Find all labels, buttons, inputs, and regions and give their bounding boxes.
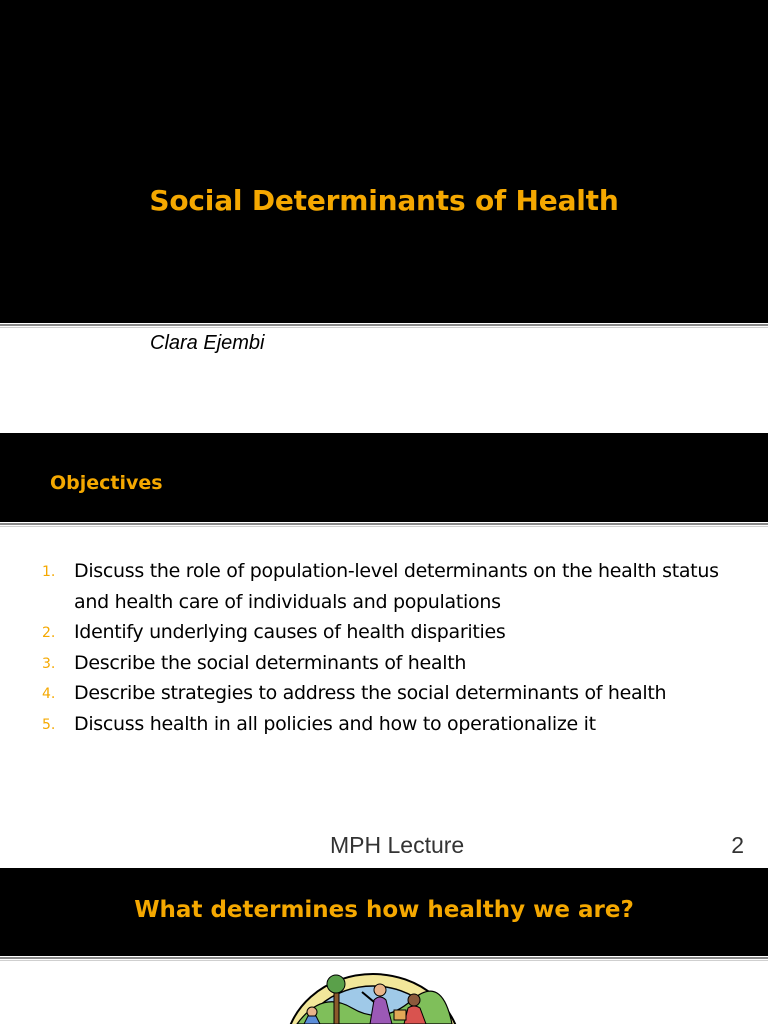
objectives-slide-title: Objectives bbox=[50, 472, 163, 494]
question-slide-title: What determines how healthy we are? bbox=[134, 897, 634, 923]
objective-text: Discuss the role of population-level determinants on the health status and health care of individuals and populations bbox=[74, 560, 719, 613]
objective-item bbox=[40, 648, 740, 679]
objective-item bbox=[40, 709, 740, 740]
objectives-slide-divider bbox=[0, 523, 768, 525]
objective-item bbox=[40, 678, 740, 709]
community-illustration bbox=[282, 970, 464, 1024]
community-illustration-graphic bbox=[282, 970, 464, 1024]
question-slide-divider-thin bbox=[0, 960, 768, 961]
objectives-list bbox=[40, 556, 740, 739]
slide-page-number: 2 bbox=[731, 832, 744, 858]
objective-number: 5. bbox=[42, 716, 56, 733]
title-slide-title: Social Determinants of Health bbox=[149, 184, 619, 217]
objective-number: 4. bbox=[42, 686, 56, 702]
title-slide-divider-thin bbox=[0, 327, 768, 328]
objective-text: Describe strategies to address the social determinants of health bbox=[74, 682, 667, 704]
slide-footer: MPH Lecture bbox=[330, 832, 465, 858]
objective-item bbox=[40, 617, 740, 648]
objective-item bbox=[40, 556, 740, 617]
title-slide-divider bbox=[0, 324, 768, 326]
objective-number: 2. bbox=[42, 625, 56, 641]
objective-number: 1. bbox=[42, 564, 56, 580]
objectives-slide-divider-thin bbox=[0, 526, 768, 527]
objective-number: 3. bbox=[42, 655, 56, 672]
objective-text: Describe the social determinants of health bbox=[74, 651, 467, 674]
title-slide-header bbox=[0, 0, 768, 323]
objective-text: Discuss health in all policies and how to operationalize it bbox=[74, 712, 596, 735]
objective-text: Identify underlying causes of health disparities bbox=[74, 621, 506, 643]
author-name: Clara Ejembi bbox=[150, 332, 265, 354]
question-slide-divider bbox=[0, 957, 768, 959]
